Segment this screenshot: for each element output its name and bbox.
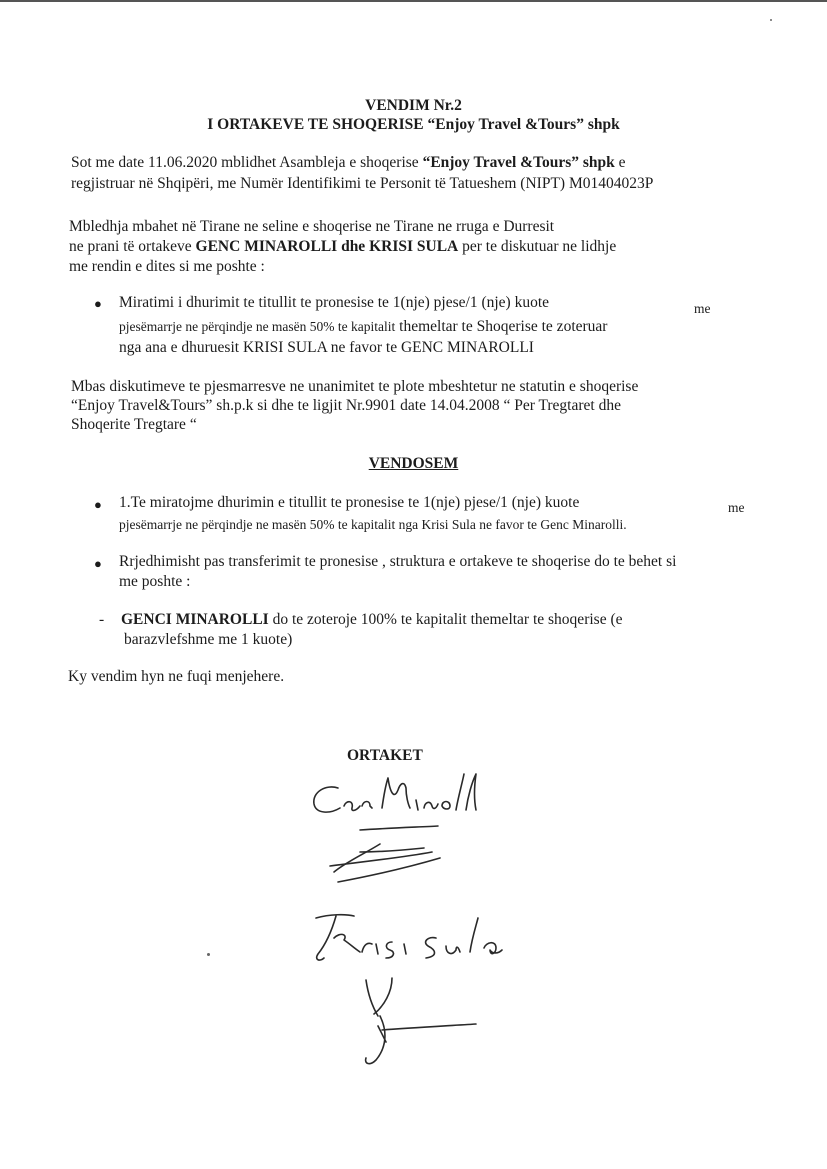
bullet-approval-line1-end: me — [694, 301, 711, 316]
ownership-line2: barazvlefshme me 1 kuote) — [124, 631, 293, 648]
bullet-approval-line3: nga ana e dhuruesit KRISI SULA ne favor te GENC MINAROLLI — [119, 339, 534, 356]
paragraph-agenda: me rendin e dites si me poshte : — [69, 258, 265, 275]
document-title: VENDIM Nr.2 — [365, 97, 462, 114]
paragraph-partners: ne prani të ortakeve GENC MINAROLLI dhe KRISI SULA per te diskutuar ne lidhje — [69, 238, 617, 255]
document-subtitle: I ORTAKEVE TE SHOQERISE “Enjoy Travel &Tours” shpk — [207, 116, 620, 133]
signatures-heading: ORTAKET — [347, 747, 423, 764]
closing-statement: Ky vendim hyn ne fuqi menjehere. — [68, 668, 285, 685]
bullet-approval-line2: pjesëmarrje ne përqindje ne masën 50% te kapitalit themeltar te Shoqerise te zoteruar — [119, 318, 608, 335]
scan-top-edge — [0, 0, 827, 2]
bullet-dot: ● — [94, 556, 102, 571]
signature-genc-minarolli-name — [300, 770, 500, 830]
decision-item1-line1-end: me — [728, 500, 745, 515]
signature-genc-mark — [320, 822, 450, 888]
bullet-approval-line1: Miratimi i dhurimit te titullit te pronesise te 1(nje) pjese/1 (nje) kuote — [119, 294, 550, 311]
scan-speck — [770, 19, 772, 21]
bullet-dot: ● — [94, 296, 102, 311]
signature-krisi-sula-name — [310, 908, 540, 968]
decision-heading: VENDOSEM — [368, 455, 459, 472]
paragraph-discussion-line2: “Enjoy Travel&Tours” sh.p.k si dhe te ligjit Nr.9901 date 14.04.2008 “ Per Tregtaret dhe — [71, 397, 621, 414]
decision-item1-line2: pjesëmarrje ne përqindje ne masën 50% te kapitalit nga Krisi Sula ne favor te Genc Minarolli. — [119, 517, 627, 532]
bullet-dot: ● — [94, 497, 102, 512]
paragraph-registration: regjistruar në Shqipëri, me Numër Identifikimi te Personit të Tatueshem (NIPT) M01404023P — [71, 175, 654, 192]
decision-item1-line1: 1.Te miratojme dhurimin e titullit te pronesise te 1(nje) pjese/1 (nje) kuote — [119, 494, 580, 511]
paragraph-discussion-line1: Mbas diskutimeve te pjesmarresve ne unanimitet te plote mbeshtetur ne statutin e shoqerise — [71, 378, 639, 395]
ownership-line1: GENCI MINAROLLI do te zoteroje 100% te kapitalit themeltar te shoqerise (e — [121, 611, 623, 628]
paragraph-meeting-date: Sot me date 11.06.2020 mblidhet Asambleja e shoqerise “Enjoy Travel &Tours” shpk e — [71, 154, 626, 171]
decision-item2-line1: Rrjedhimisht pas transferimit te pronesise , struktura e ortakeve te shoqerise do te behet si — [119, 553, 677, 570]
signature-krisi-mark — [348, 972, 488, 1072]
scan-speck — [207, 953, 210, 956]
decision-item2-line2: me poshte : — [119, 573, 191, 590]
paragraph-discussion-line3: Shoqerite Tregtare “ — [71, 416, 197, 433]
paragraph-location: Mbledhja mbahet në Tirane ne seline e shoqerise ne Tirane ne rruga e Durresit — [69, 218, 555, 235]
dash-marker: - — [99, 611, 105, 628]
